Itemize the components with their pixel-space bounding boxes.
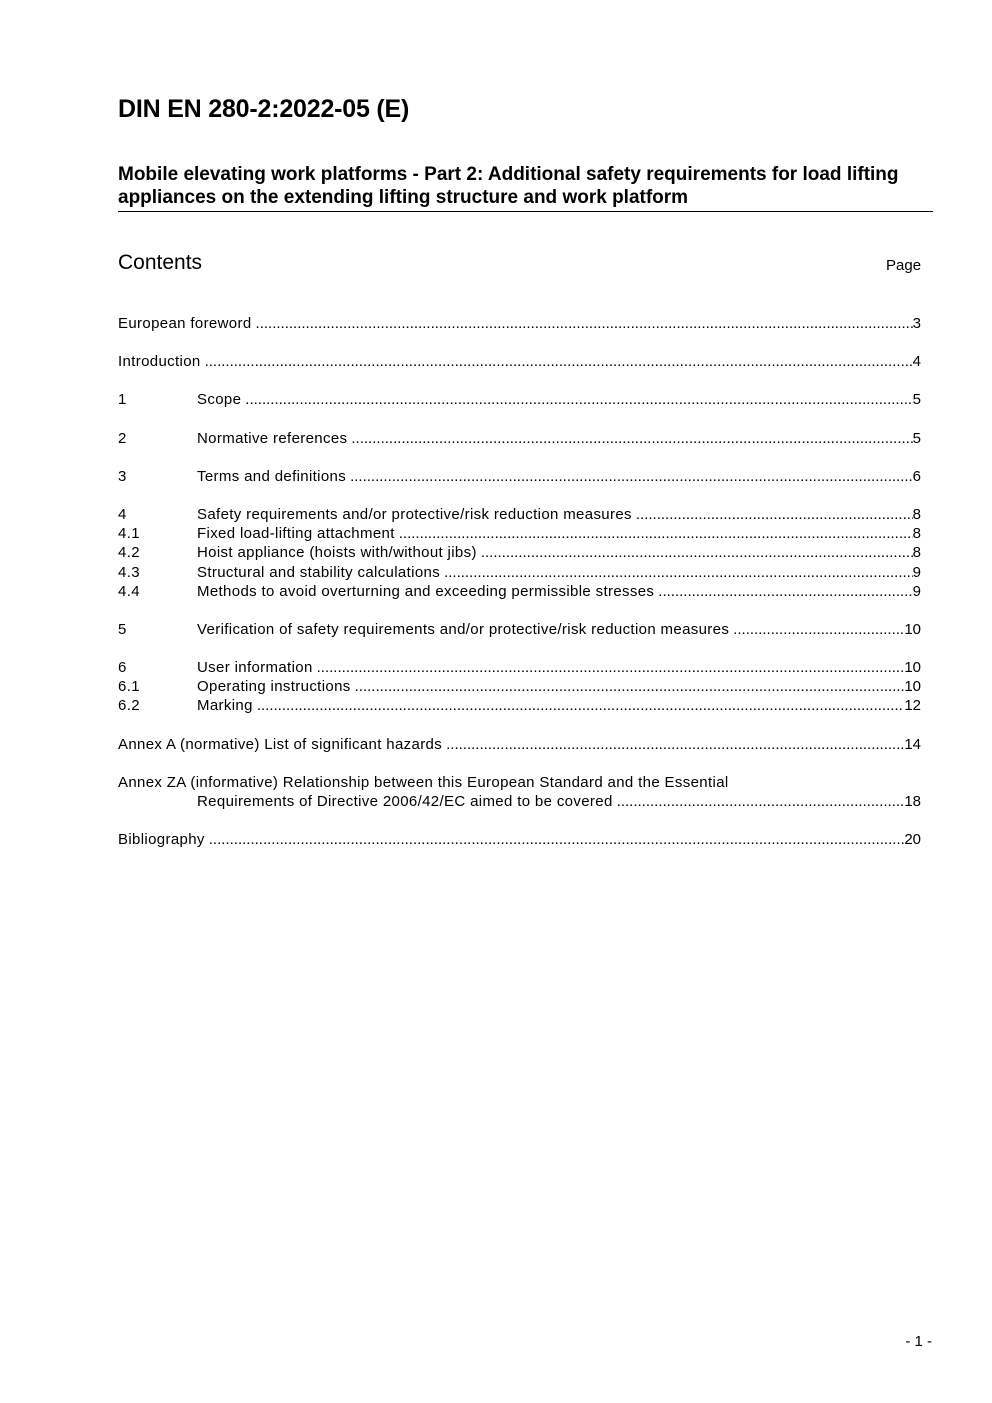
toc-entry-title: Terms and definitions: [197, 467, 347, 485]
toc-entry-number: 4.1: [118, 525, 140, 543]
toc-entry-page: 6: [912, 467, 921, 485]
toc-entry-title: Methods to avoid overturning and exceeding permissible stresses: [197, 582, 655, 600]
toc-leader-dots: [658, 582, 912, 601]
toc-entry-page: 10: [904, 620, 921, 638]
toc-leader-dots: [317, 658, 905, 677]
toc-entry-page: 14: [904, 735, 921, 753]
toc-entry-title: Verification of safety requirements and/or protective/risk reduction measures: [197, 620, 730, 638]
toc-leader-dots: [733, 620, 904, 639]
toc-entry-bibliography[interactable]: [118, 830, 921, 849]
toc-entry-safety-requirements[interactable]: [118, 505, 921, 524]
toc-entry-title: Bibliography: [118, 831, 205, 849]
document-title: Mobile elevating work platforms - Part 2: Additional safety requirements for load lifting appliances on the extending lifting structure and work platform: [118, 163, 933, 212]
toc-entry-title-continuation: Requirements of Directive 2006/42/EC aimed to be covered: [197, 793, 613, 810]
toc-entry-page: 10: [904, 678, 921, 696]
toc-entry-title: Normative references: [197, 429, 348, 447]
toc-entry-structural-calculations[interactable]: [118, 563, 921, 582]
toc-leader-dots: [256, 314, 913, 333]
toc-entry-page: 9: [912, 563, 921, 581]
toc-entry-hoist-appliance[interactable]: [118, 543, 921, 562]
toc-entry-title: European foreword: [118, 315, 252, 332]
toc-leader-dots: [245, 390, 912, 409]
toc-entry-title: Operating instructions: [197, 678, 351, 696]
toc-entry-page: 8: [912, 544, 921, 562]
toc-leader-dots: [257, 696, 905, 715]
toc-leader-dots: [399, 524, 913, 543]
toc-entry-normative-references[interactable]: [118, 429, 921, 448]
toc-entry-title: Fixed load-lifting attachment: [197, 525, 395, 543]
toc-entry-title: Marking: [197, 697, 253, 715]
toc-leader-dots: [444, 563, 913, 582]
document-id: DIN EN 280-2:2022-05 (E): [118, 95, 410, 123]
toc-entry-title: Hoist appliance (hoists with/without jibs): [197, 544, 477, 562]
toc-leader-dots: [446, 735, 904, 754]
contents-heading: Contents: [118, 251, 203, 274]
toc-entry-operating-instructions[interactable]: [118, 677, 921, 696]
toc-entry-page: 18: [904, 793, 921, 810]
toc-entry-title: Annex A (normative) List of significant hazards: [118, 735, 443, 753]
toc-entry-page: 3: [912, 315, 921, 332]
toc-entry-terms-and-definitions[interactable]: [118, 467, 921, 486]
toc-entry-number: 6.2: [118, 697, 140, 715]
toc-entry-title: Introduction: [118, 353, 201, 371]
toc-leader-dots: [209, 830, 905, 849]
page-number: - 1 -: [905, 1333, 932, 1350]
toc-entry-title: User information: [197, 659, 313, 677]
toc-entry-number: 4: [118, 505, 127, 523]
toc-entry-number: 4.4: [118, 582, 140, 600]
toc-entry-page: 20: [904, 831, 921, 849]
toc-entry-number: 1: [118, 391, 127, 409]
toc-entry-european-foreword[interactable]: [118, 314, 921, 333]
toc-leader-dots: [355, 677, 905, 696]
toc-leader-dots: [636, 505, 913, 524]
toc-leader-dots: [617, 792, 905, 811]
toc-entry-annex-a[interactable]: [118, 735, 921, 754]
toc-entry-page: 5: [912, 429, 921, 447]
toc-entry-marking[interactable]: [118, 696, 921, 715]
toc-entry-number: 4.3: [118, 563, 140, 581]
toc-leader-dots: [350, 467, 913, 486]
toc-entry-annex-za[interactable]: [118, 773, 921, 792]
toc-entry-methods-overturning[interactable]: [118, 582, 921, 601]
toc-entry-page: 12: [904, 697, 921, 715]
toc-entry-page: 9: [912, 582, 921, 600]
toc-entry-page: 5: [912, 391, 921, 409]
toc-entry-page: 4: [912, 353, 921, 371]
toc-leader-dots: [351, 429, 912, 448]
toc-entry-page: 8: [912, 525, 921, 543]
toc-entry-fixed-load-lifting[interactable]: [118, 524, 921, 543]
toc-entry-verification[interactable]: [118, 620, 921, 639]
toc-entry-introduction[interactable]: [118, 352, 921, 371]
toc-entry-title: Annex ZA (informative) Relationship between this European Standard and the Essential: [118, 773, 729, 791]
toc-entry-user-information[interactable]: [118, 658, 921, 677]
toc-entry-title: Structural and stability calculations: [197, 563, 441, 581]
toc-entry-annex-za-continuation[interactable]: [118, 792, 921, 811]
toc-entry-number: 6.1: [118, 678, 140, 696]
table-of-contents: [118, 314, 921, 849]
page-column-label: Page: [886, 257, 922, 274]
toc-leader-dots: [205, 352, 913, 371]
toc-entry-number: 4.2: [118, 544, 140, 562]
toc-entry-number: 2: [118, 429, 127, 447]
toc-entry-number: 3: [118, 467, 127, 485]
toc-leader-dots: [481, 543, 913, 562]
toc-entry-page: 8: [912, 505, 921, 523]
toc-entry-number: 6: [118, 659, 127, 677]
toc-entry-title: Scope: [197, 391, 242, 409]
toc-entry-title: Safety requirements and/or protective/risk reduction measures: [197, 505, 632, 523]
toc-entry-number: 5: [118, 620, 127, 638]
toc-entry-page: 10: [904, 659, 921, 677]
toc-entry-scope[interactable]: [118, 390, 921, 409]
